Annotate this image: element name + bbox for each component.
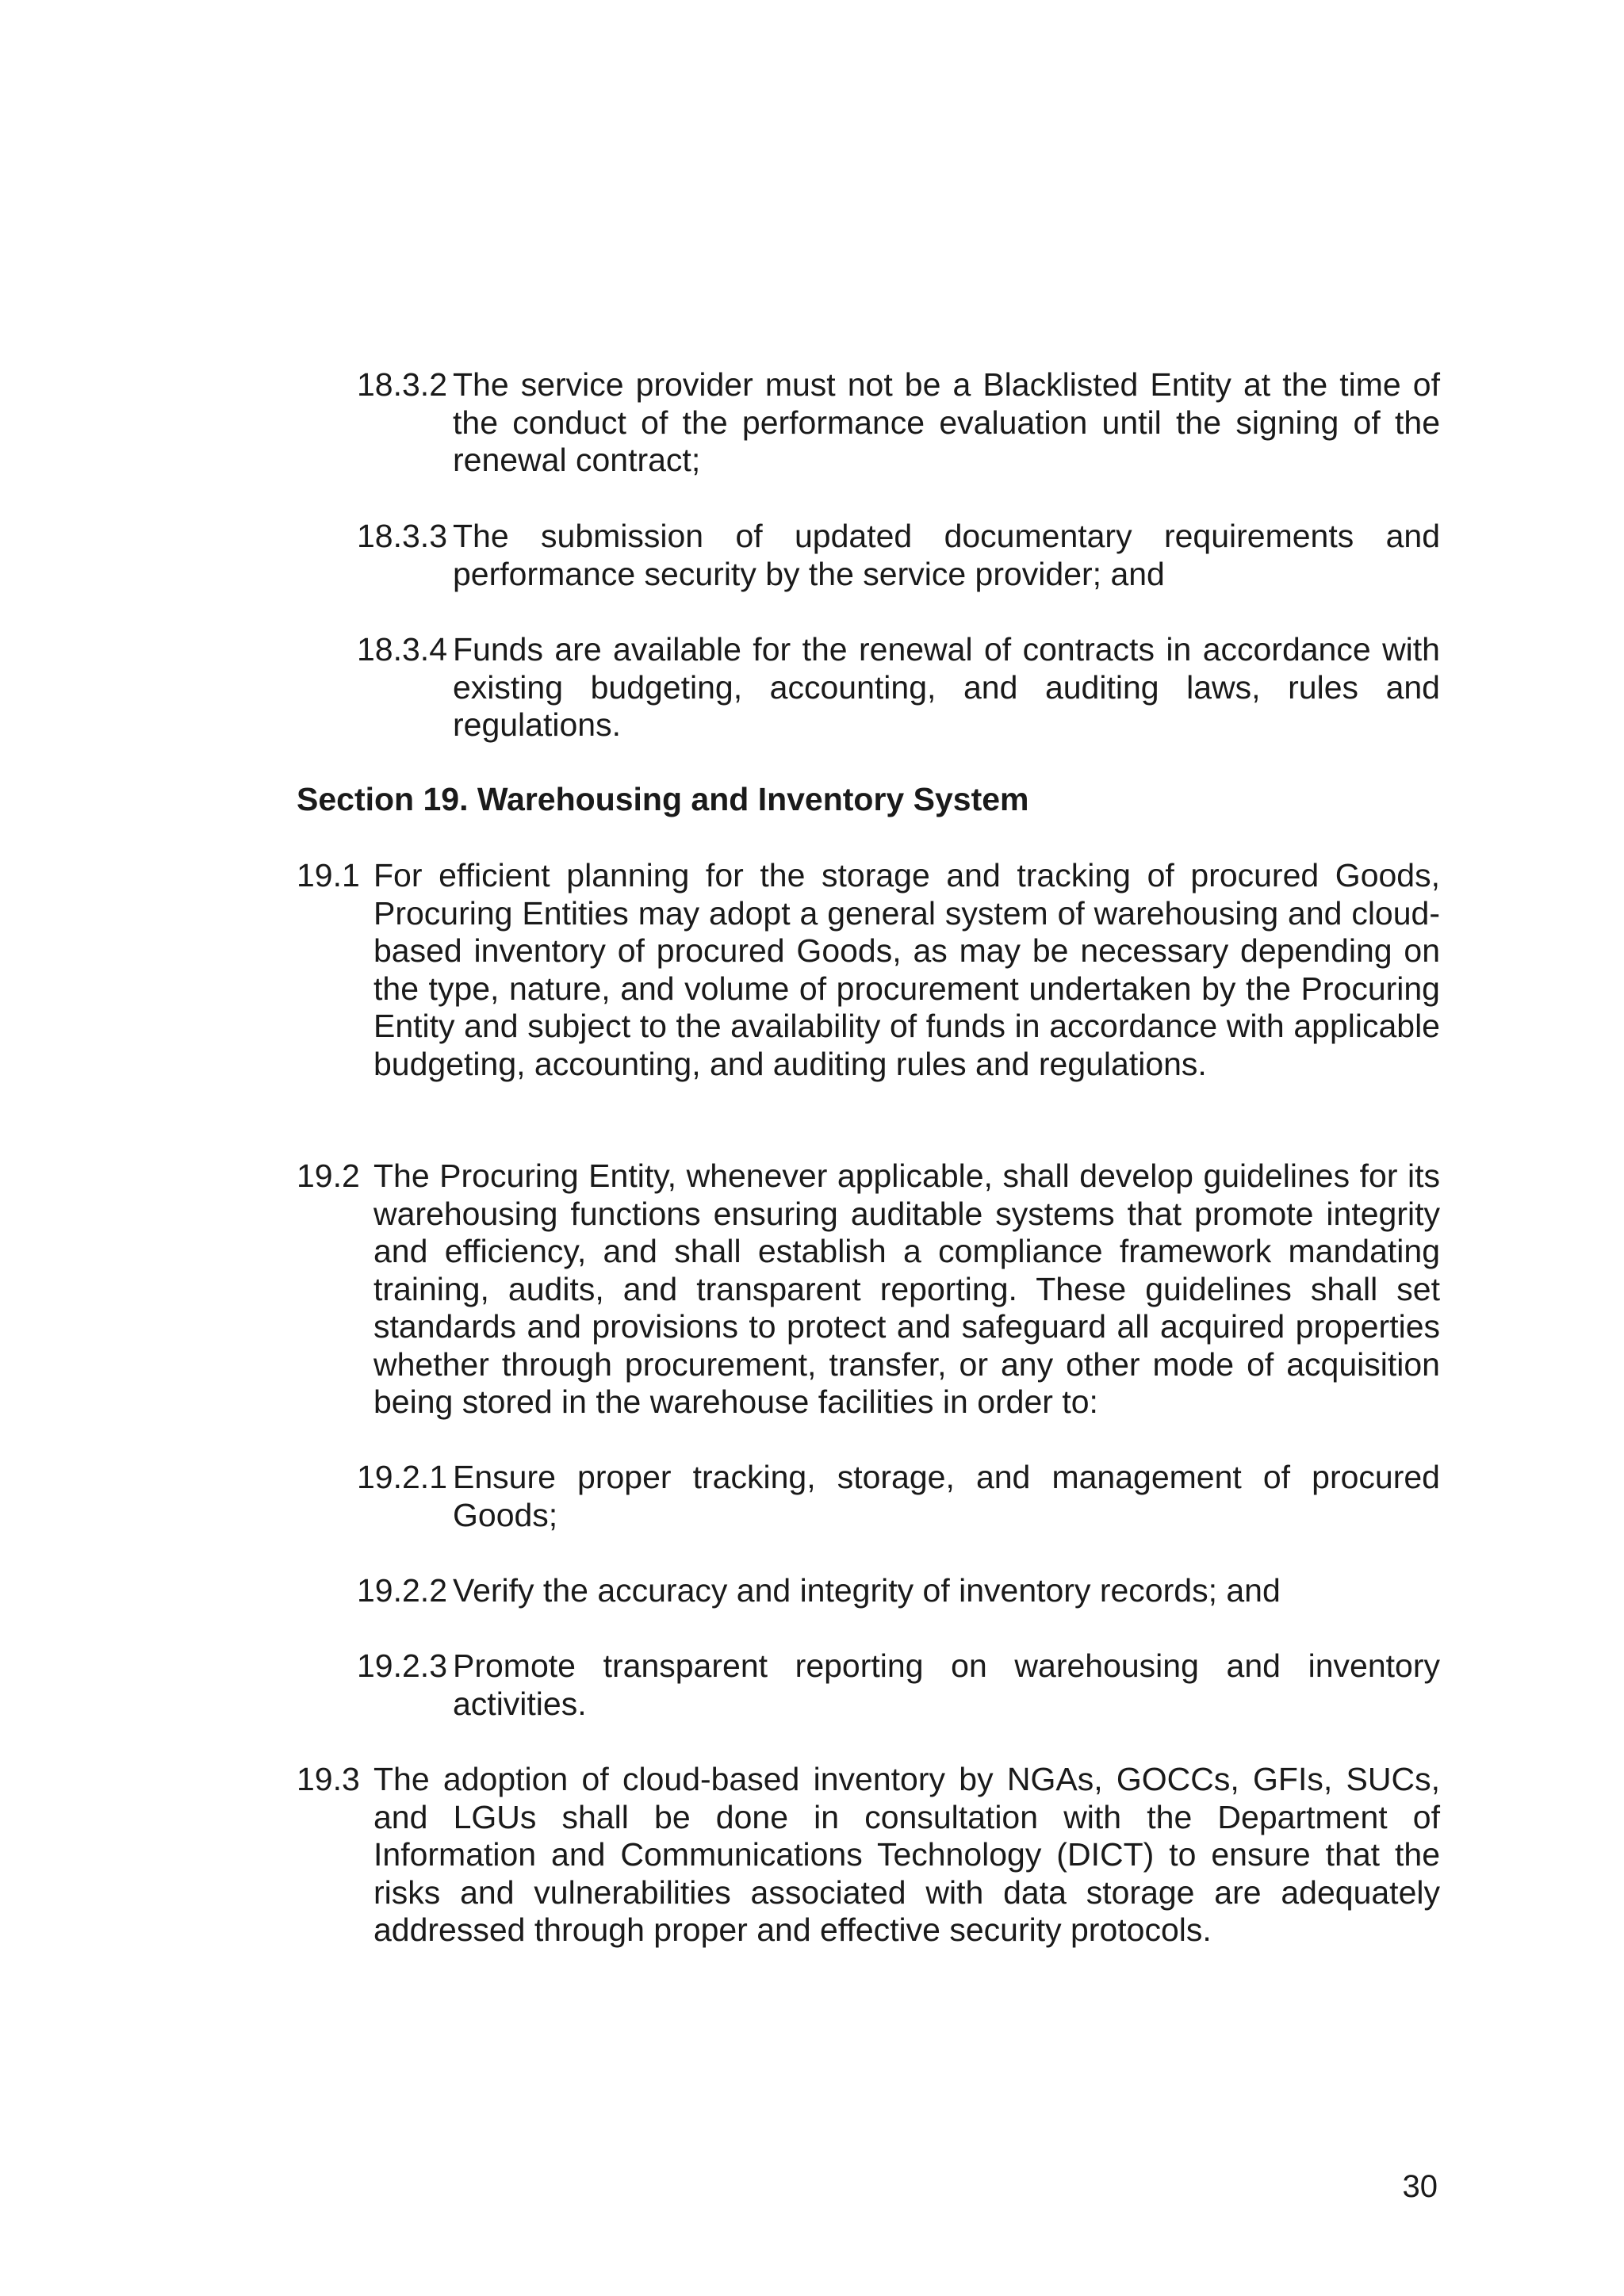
clause-18-3-3 [357, 518, 1440, 593]
paragraph-19-1 [297, 857, 1440, 1083]
paragraph-19-2 [297, 1158, 1440, 1422]
clause-number: 18.3.3 [357, 518, 447, 554]
clause-text: Funds are available for the renewal of contracts in accordance with existing budgeting, accounting, and auditing laws, rules and regulations. [453, 631, 1440, 743]
clause-number: 19.2.3 [357, 1647, 447, 1684]
paragraph-text: For efficient planning for the storage and tracking of procured Goods, Procuring Entities may adopt a general system of warehousing and cloud-based inventory of procured Goods, as may be necessary depending on the type, nature, and volume of procurement undertaken by the Procuring Entity and subject to the availability of funds in accordance with applicable budgeting, accounting, and auditing rules and regulations. [373, 857, 1440, 1082]
paragraph-number: 19.3 [297, 1761, 360, 1797]
clause-19-2-3 [357, 1647, 1440, 1723]
page-number: 30 [1402, 2169, 1438, 2204]
section-heading: Section 19. Warehousing and Inventory System [297, 781, 1029, 817]
clause-text: The service provider must not be a Blacklisted Entity at the time of the conduct of the performance evaluation until the signing of the renewal contract; [453, 366, 1440, 478]
paragraph-19-3 [297, 1761, 1440, 1950]
clause-text: Verify the accuracy and integrity of inventory records; and [453, 1572, 1281, 1609]
clause-number: 19.2.2 [357, 1572, 447, 1609]
clause-text: Promote transparent reporting on warehousing and inventory activities. [453, 1647, 1440, 1722]
clause-number: 18.3.2 [357, 366, 447, 403]
clause-18-3-2 [357, 366, 1440, 480]
clause-number: 18.3.4 [357, 631, 447, 668]
paragraph-number: 19.2 [297, 1158, 360, 1194]
paragraph-number: 19.1 [297, 857, 360, 894]
paragraph-text: The Procuring Entity, whenever applicable, shall develop guidelines for its warehousing functions ensuring auditable systems that promote integrity and efficiency, and shall establish a compliance framework mandating training, audits, and transparent reporting. These guidelines shall set standards and provisions to protect and safeguard all acquired properties whether through procurement, transfer, or any other mode of acquisition being stored in the warehouse facilities in order to: [373, 1158, 1440, 1420]
clause-number: 19.2.1 [357, 1459, 447, 1495]
clause-text: Ensure proper tracking, storage, and management of procured Goods; [453, 1459, 1440, 1533]
clause-text: The submission of updated documentary requirements and performance security by the service provider; and [453, 518, 1440, 592]
paragraph-text: The adoption of cloud-based inventory by NGAs, GOCCs, GFIs, SUCs, and LGUs shall be done in consultation with the Department of Information and Communications Technology (DICT) to ensure that the risks and vulnerabilities associated with data storage are adequately addressed through proper and effective security protocols. [373, 1761, 1440, 1948]
clause-19-2-2 [357, 1572, 1440, 1610]
clause-18-3-4 [357, 631, 1440, 744]
clause-19-2-1 [357, 1459, 1440, 1534]
